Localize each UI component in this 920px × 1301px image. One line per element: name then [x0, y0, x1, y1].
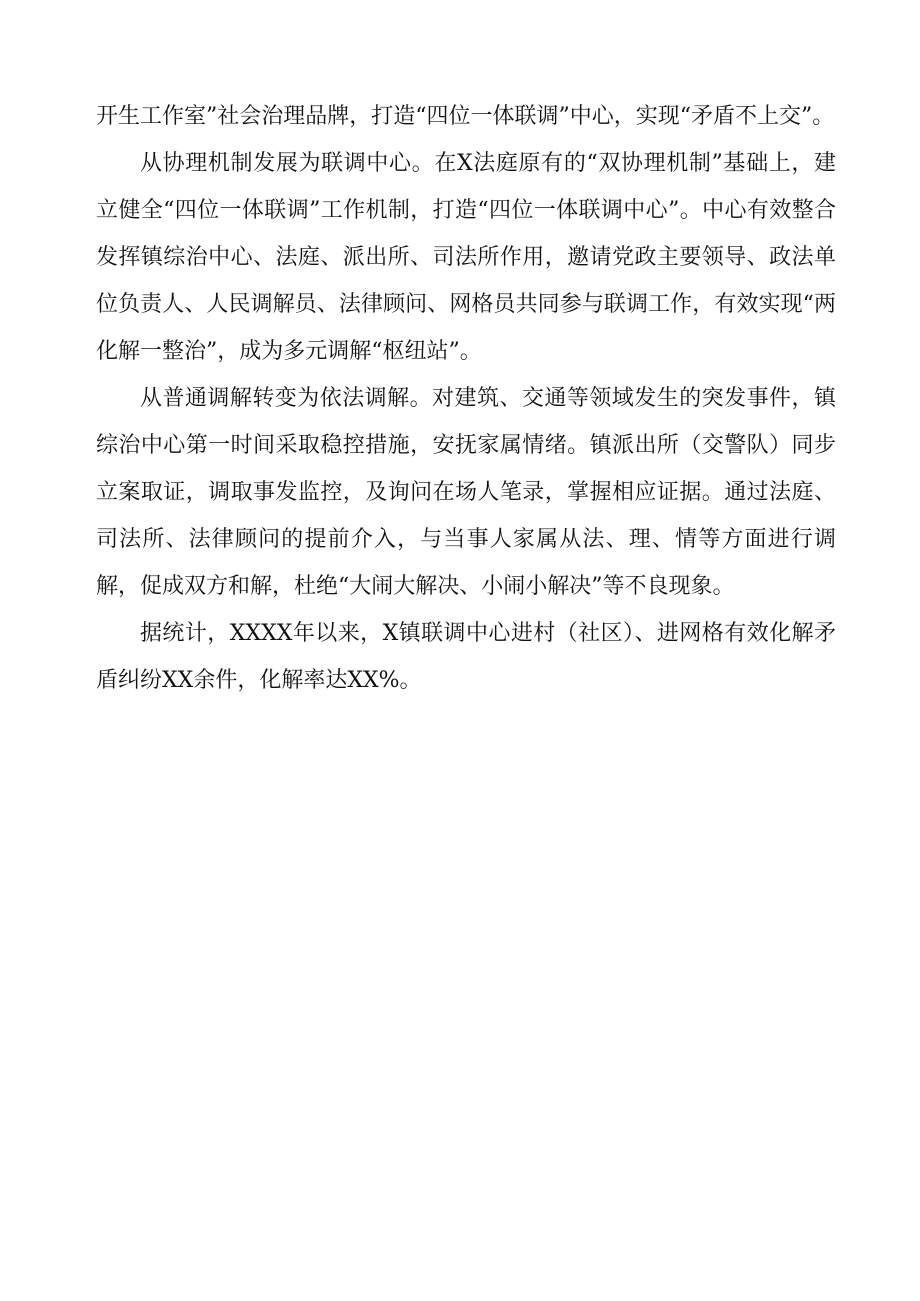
document-body	[96, 93, 836, 704]
paragraph-legal-mediation: 从普通调解转变为依法调解。对建筑、交通等领域发生的突发事件，镇综治中心第一时间采取稳控措施，安抚家属情绪。镇派出所（交警队）同步立案取证，调取事发监控，及询问在场人笔录，掌握相应证据。通过法庭、司法所、法律顾问的提前介入，与当事人家属从法、理、情等方面进行调解，促成双方和解，杜绝“大闹大解决、小闹小解决”等不良现象。	[96, 386, 836, 599]
paragraph-continuation: 开生工作室”社会治理品牌，打造“四位一体联调”中心，实现“矛盾不上交”。	[96, 104, 835, 129]
paragraph-coordination-center: 从协理机制发展为联调中心。在X法庭原有的“双协理机制”基础上，建立健全“四位一体联调”工作机制，打造“四位一体联调中心”。中心有效整合发挥镇综治中心、法庭、派出所、司法所作用，邀请党政主要领导、政法单位负责人、人民调解员、法律顾问、网格员共同参与联调工作，有效实现“两化解一整治”，成为多元调解“枢纽站”。	[96, 151, 836, 364]
paragraph-statistics: 据统计，XXXX年以来，X镇联调中心进村（社区）、进网格有效化解矛盾纠纷XX余件，化解率达XX%。	[96, 621, 836, 693]
